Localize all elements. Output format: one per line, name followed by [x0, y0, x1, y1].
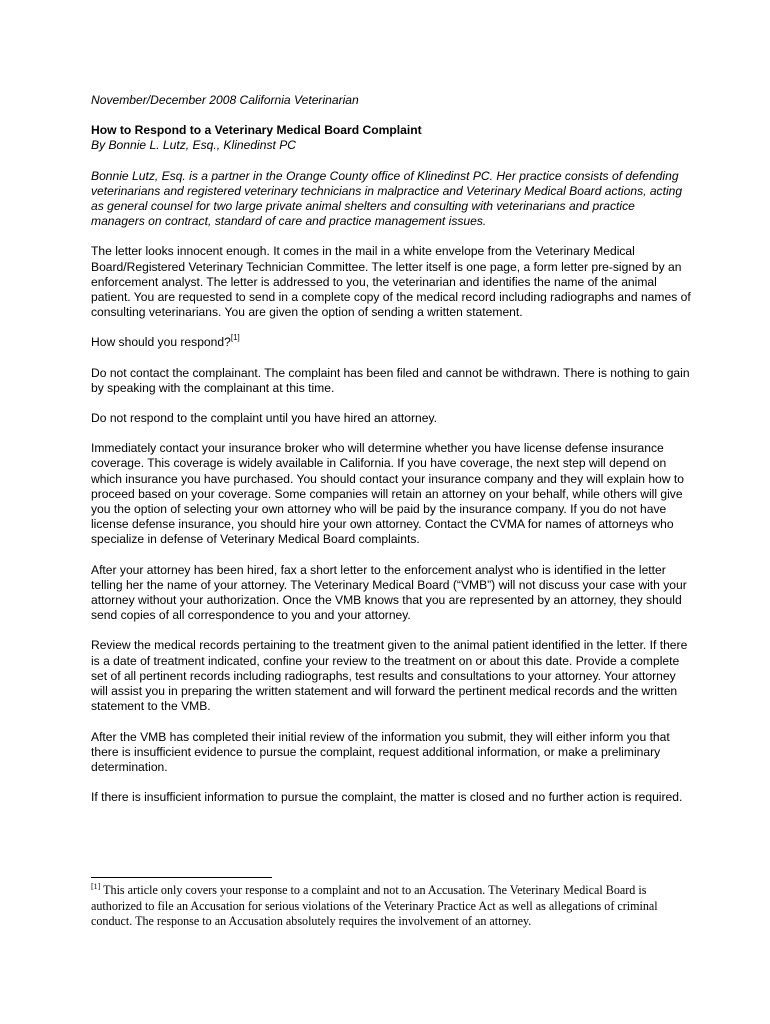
article-byline: By Bonnie L. Lutz, Esq., Klinedinst PC [91, 138, 297, 153]
question-text: How should you respond? [91, 335, 231, 350]
paragraph-letter: The letter looks innocent enough. It comes in the mail in a white envelope from the Veterinary Medical Board/Registered Veterinary Technician Committee. The letter itself is one page, a form letter pre-signed by an enforcement analyst. The letter is addressed to you, the veterinarian and identifies the name of the animal patient. You are requested to send in a complete copy of the medical record including radiographs and names of consulting veterinarians. You are given the option of sending a written statement. [91, 244, 691, 320]
paragraph-fax-letter: After your attorney has been hired, fax a short letter to the enforcement analyst who is identified in the letter telling her the name of your attorney. The Veterinary Medical Board (“VMB”) will not discuss your case with your attorney without your authorization. Once the VMB knows that you are represented by an attorney, they should send copies of all correspondence to you and your attorney. [91, 562, 687, 623]
paragraph-vmb-review: After the VMB has completed their initial review of the information you submit, they will either inform you that there is insufficient evidence to pursue the complaint, request additional information, or make a preliminary determination. [91, 729, 670, 774]
article-body [91, 93, 691, 820]
paragraph-question [91, 335, 691, 350]
article-title: How to Respond to a Veterinary Medical Board Complaint [91, 123, 422, 138]
paragraph-complainant: Do not contact the complainant. The complaint has been filed and cannot be withdrawn. There is nothing to gain by speaking with the complainant at this time. [91, 365, 690, 395]
footnote-marker: [1] [91, 882, 101, 891]
footnote-divider [91, 877, 272, 878]
paragraph-closed: If there is insufficient information to pursue the complaint, the matter is closed and no further action is required. [91, 790, 683, 805]
paragraph-insurance: Immediately contact your insurance broker who will determine whether you have license defense insurance coverage. This coverage is widely available in California. If you have coverage, the next step will depend on which insurance you have purchased. You should contact your insurance company and they will explain how to proceed based on your coverage. Some companies will retain an attorney on your behalf, while others will give you the option of selecting your own attorney who will be paid by the insurance company. If you do not have license defense insurance, you should hire your own attorney. Contact the CVMA for names of attorneys who specialize in defense of Veterinary Medical Board complaints. [91, 441, 684, 547]
issue-header: November/December 2008 California Veterinarian [91, 93, 359, 107]
author-bio: Bonnie Lutz, Esq. is a partner in the Orange County office of Klinedinst PC. Her practice consists of defending veterinarians and registered veterinary technicians in malpractice and Veterinary Medical Board actions, acting as general counsel for two large private animal shelters and consulting with veterinarians and practice managers on contract, standard of care and practice management issues. [91, 168, 683, 229]
footnote-text: This article only covers your response to a complaint and not to an Accusation. The Veterinary Medical Board is authorized to file an Accusation for serious violations of the Veterinary Practice Act as well as allegations of criminal conduct. The response to an Accusation absolutely requires the involvement of an attorney. [91, 883, 658, 928]
footnote [91, 883, 691, 930]
paragraph-hire-attorney: Do not respond to the complaint until you have hired an attorney. [91, 411, 438, 426]
paragraph-review-records: Review the medical records pertaining to the treatment given to the animal patient identified in the letter. If there is a date of treatment indicated, confine your review to the treatment on or about this date. Provide a complete set of all pertinent records including radiographs, test results and consultations to your attorney. Your attorney will assist you in preparing the written statement and will forward the pertinent medical records and the written statement to the VMB. [91, 638, 688, 714]
footnote-reference[interactable]: [1] [230, 333, 240, 343]
